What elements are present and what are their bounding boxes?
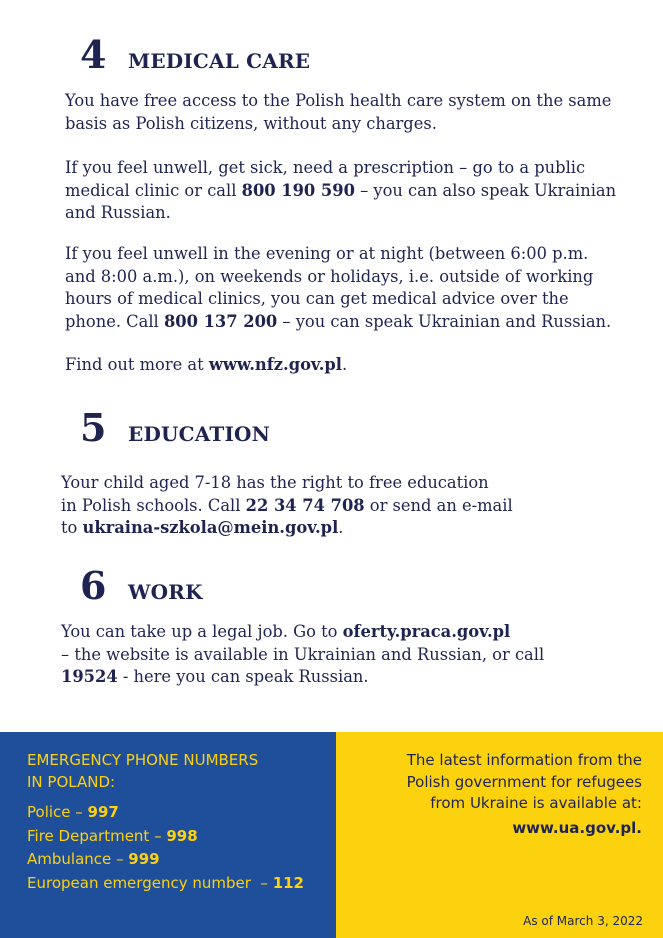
- paragraph-line: [65, 157, 585, 180]
- text-run: medical clinic or call: [65, 180, 242, 200]
- highlighted-contact[interactable]: 800 190 590: [241, 180, 355, 200]
- text-run: – the website is available in Ukrainian and Russian, or call: [61, 644, 545, 664]
- section-5-heading: [80, 405, 270, 450]
- emergency-item: [27, 803, 119, 821]
- section-number: 4: [80, 32, 107, 77]
- emergency-number[interactable]: 997: [87, 803, 119, 821]
- text-run: and 8:00 a.m.), on weekends or holidays, i.e. outside of working: [65, 266, 594, 286]
- emergency-title-line-2: IN POLAND:: [27, 773, 116, 791]
- text-run: basis as Polish citizens, without any charges.: [65, 113, 437, 133]
- refugee-info-panel: [336, 732, 663, 938]
- emergency-item: [27, 850, 160, 868]
- paragraph-line: [65, 202, 171, 225]
- text-run: hours of medical clinics, you can get medical advice over the: [65, 289, 569, 308]
- text-run: If you feel unwell in the evening or at night (between 6:00 p.m.: [65, 244, 589, 263]
- text-run: - here you can speak Russian.: [117, 667, 369, 686]
- emergency-label: Ambulance –: [27, 850, 129, 868]
- text-run: and Russian.: [65, 203, 171, 222]
- paragraph-line: [65, 354, 347, 377]
- text-run: If you feel unwell, get sick, need a prescription – go to a public: [65, 158, 586, 177]
- text-run: You can take up a legal job. Go to: [61, 622, 343, 641]
- emergency-numbers-panel: [0, 732, 336, 938]
- as-of-date: As of March 3, 2022: [523, 914, 643, 928]
- emergency-label: Fire Department –: [27, 826, 167, 845]
- info-line: Polish government for refugees: [406, 772, 642, 791]
- paragraph-line: [61, 472, 489, 495]
- text-run: You have free access to the Polish health care system on the same: [65, 91, 612, 110]
- emergency-item: [27, 827, 198, 845]
- highlighted-contact[interactable]: www.nfz.gov.pl: [208, 355, 342, 374]
- info-line: from Ukraine is available at:: [430, 794, 642, 812]
- emergency-label: Police –: [27, 803, 88, 821]
- text-run: – you can speak Ukrainian and Russian.: [277, 311, 612, 331]
- highlighted-contact[interactable]: oferty.praca.gov.pl: [342, 622, 511, 641]
- paragraph-line: [65, 90, 611, 113]
- emergency-item: [27, 874, 304, 892]
- text-run: or send an e-mail: [364, 495, 513, 515]
- paragraph-line: [65, 266, 593, 289]
- text-run: Your child aged 7-18 has the right to free education: [61, 473, 489, 492]
- section-number: 5: [80, 405, 107, 450]
- highlighted-contact[interactable]: ukraina-szkola@mein.gov.pl: [82, 518, 339, 537]
- emergency-label: European emergency number –: [27, 873, 273, 892]
- paragraph-line: [61, 495, 513, 518]
- section-number: 6: [80, 563, 107, 608]
- section-title: WORK: [128, 580, 203, 604]
- paragraph-line: [65, 113, 437, 136]
- text-run: phone. Call: [65, 311, 164, 331]
- paragraph-line: [61, 621, 510, 644]
- info-line: The latest information from the: [406, 751, 642, 769]
- emergency-number[interactable]: 999: [128, 850, 160, 868]
- highlighted-contact[interactable]: 22 34 74 708: [245, 495, 365, 515]
- emergency-title: EMERGENCY PHONE NUMBERS: [27, 751, 259, 769]
- emergency-number[interactable]: 998: [166, 826, 198, 845]
- section-title: EDUCATION: [128, 422, 271, 446]
- text-run: .: [338, 518, 344, 537]
- info-link[interactable]: www.ua.gov.pl.: [512, 819, 642, 837]
- text-run: Find out more at: [65, 355, 209, 374]
- section-6-heading: [80, 563, 203, 608]
- text-run: to: [61, 518, 83, 537]
- paragraph-line: [65, 180, 616, 203]
- paragraph-line: [61, 517, 343, 540]
- paragraph-line: [61, 666, 369, 689]
- text-run: in Polish schools. Call: [61, 495, 246, 515]
- section-4-heading: [80, 32, 310, 77]
- highlighted-contact[interactable]: 19524: [61, 667, 118, 686]
- text-run: – you can also speak Ukrainian: [354, 180, 617, 200]
- paragraph-line: [65, 243, 588, 266]
- highlighted-contact[interactable]: 800 137 200: [163, 311, 278, 331]
- text-run: .: [342, 355, 348, 374]
- emergency-number[interactable]: 112: [272, 873, 304, 892]
- paragraph-line: [65, 311, 611, 334]
- paragraph-line: [61, 644, 544, 667]
- paragraph-line: [65, 288, 569, 311]
- section-title: MEDICAL CARE: [128, 49, 311, 73]
